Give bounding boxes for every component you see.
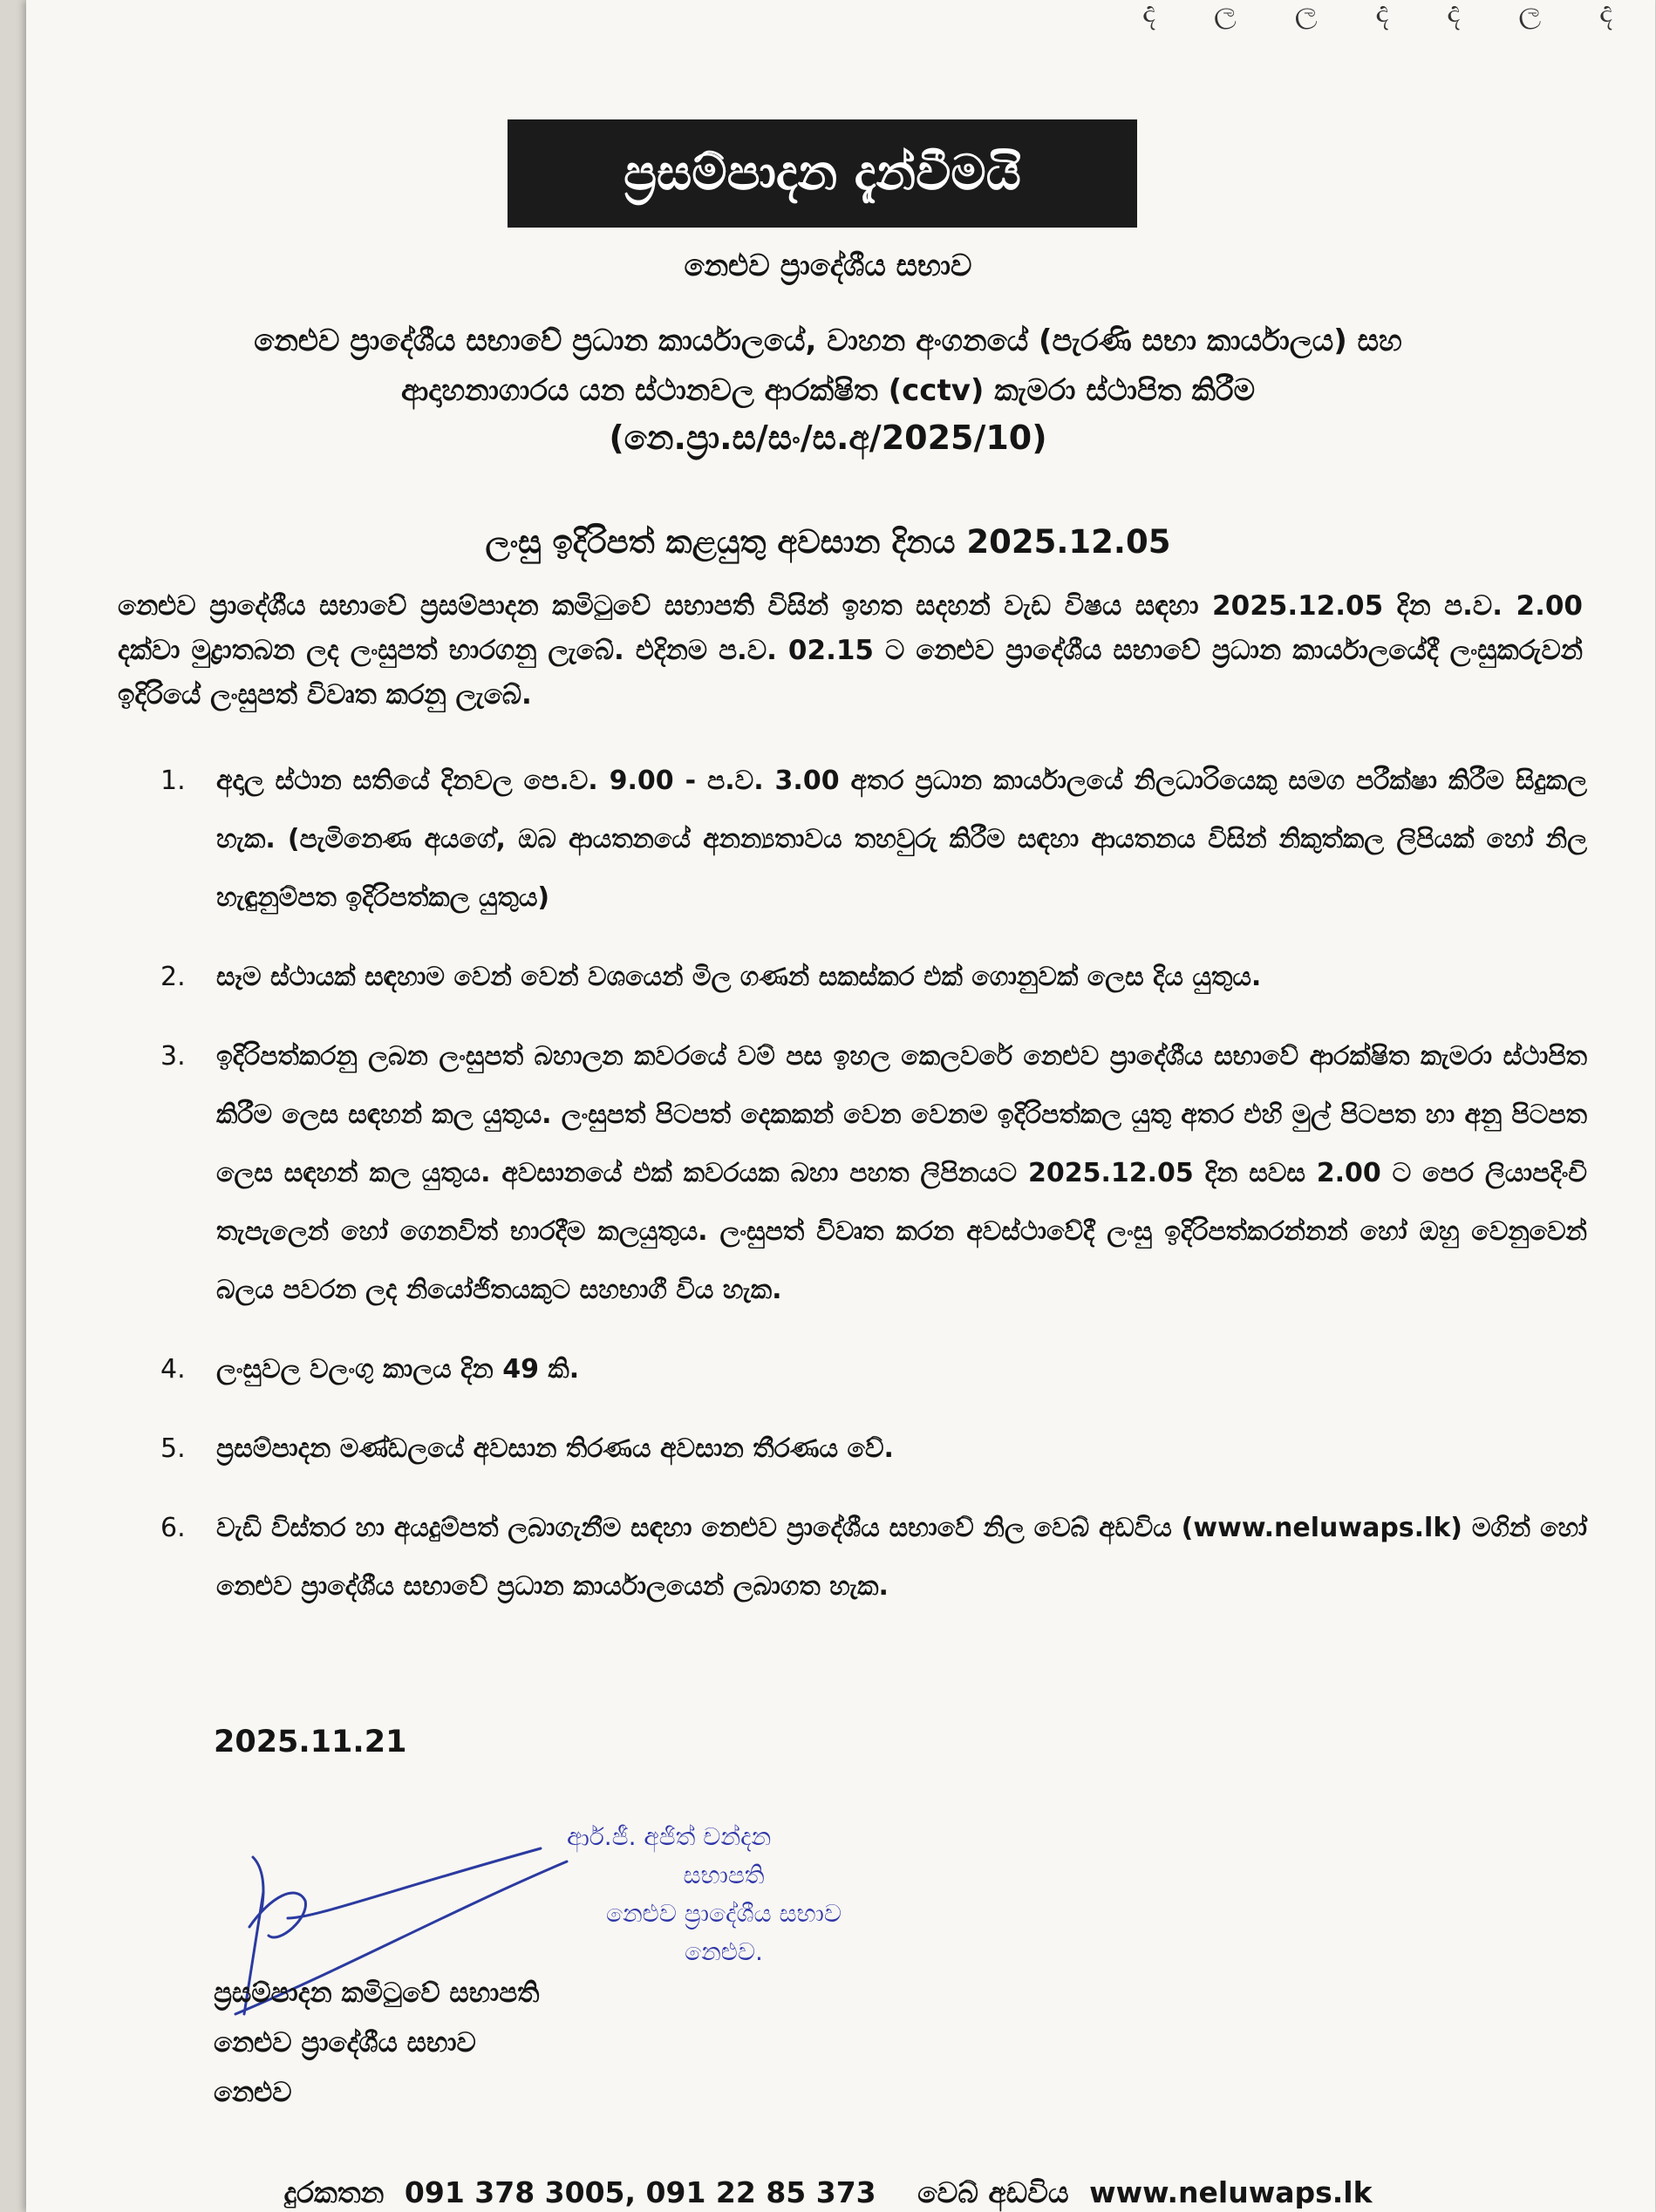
list-item-text: ඉදිරිපත්කරනු ලබන ලංසුපත් බහාලන කවරයේ වම් පස ඉහල කෙලවරේ නෙළුව ප්‍රාදේශීය සභාවේ ආරක්ෂිත කැමරා ස්ථාපිත කිරීම ලෙස සඳහන් කල යුතුය. ලංසුපත් පිටපත් දෙකකන් වෙන වෙනම ඉදිරිපත්කල යුතු අතර එහි මුල් පිටපත හා අනු පිටපත ලෙස සඳහන් කල යුතුය. අවසානයේ එක් කවරයක බහා පහත ලිපිනයට 2025.12.05 දින සවස 2.00 ට පෙර ලියාපදිංචි තැපැලෙන් හෝ ගෙනවිත් භාරදීම කලයුතුය. ලංසුපත් විවෘත කරන අවස්ථාවේදී ලංසු ඉදිරිපත්කරන්නන් හෝ ඔහු වෙනුවෙන් බලය පවරන ලද නියෝජිතයකුට සහභාගී විය හැක. — [216, 1041, 1587, 1305]
list-item-text: සෑම ස්ථායක් සඳහාම වෙන් වෙන් වශයෙන් මිල ගණන් සකස්කර එක් ගොනුවක් ලෙස දිය යුතුය. — [216, 962, 1262, 992]
list-item-text: වැඩි විස්තර හා අයදුම්පත් ලබාගැනීම සඳහා නෙළුව ප්‍රාදේශීය සභාවේ නිල වෙබ් අඩවිය (www.neluwaps.lk) මගින් හෝ නෙළුව ප්‍රාදේශීය සභාවේ ප්‍රධාන කාර්යාලයෙන් ලබාගත හැක. — [216, 1513, 1587, 1602]
website-link[interactable]: www.neluwaps.lk — [1089, 2175, 1373, 2209]
list-item-number: 1. — [160, 766, 186, 796]
reference-number: (නෙ.ප්‍රා.ස/සං/ස.අ/2025/10) — [609, 419, 1047, 457]
list-item-number: 2. — [160, 962, 186, 992]
official-stamp — [541, 1818, 907, 1971]
list-item-text: ප්‍රසම්පාදන මණ්ඩලයේ අවසාන තිරණය අවසාන තීරණය වේ. — [216, 1433, 894, 1464]
list-item-text: ලංසුවල වලංගු කාලය දින 49 කි. — [216, 1354, 580, 1385]
page-edge-marks: ද ල ල ද ද ල ද — [1142, 0, 1638, 30]
deadline-heading: ලංසු ඉදිරිපත් කළයුතු අවසාන දිනය 2025.12.05 — [485, 523, 1171, 561]
notice-title-line2: ආදාහනාගාරය යන ස්ථානවල ආරක්ෂිත (cctv) කැමරා ස්ථාපිත කිරීම — [400, 373, 1256, 408]
council-heading: නෙළුව ප්‍රාදේශීය සභාව — [684, 248, 972, 283]
list-item-number: 4. — [160, 1354, 186, 1385]
list-item — [148, 1499, 1587, 1616]
signer-title: ප්‍රසම්පාදන කමිටුවේ සභාපති — [214, 1977, 540, 2009]
stamp-name: ආර්.ජී. අජිත් චන්දන — [567, 1822, 772, 1851]
list-item — [148, 752, 1587, 927]
stamp-title: සභාපති — [683, 1861, 765, 1889]
signer-place: නෙළුව — [214, 2077, 292, 2108]
list-item — [148, 948, 1587, 1006]
list-item-text: අදාල ස්ථාන සතියේ දිනවල පෙ.ව. 9.00 - ප.ව. 3.00 අතර ප්‍රධාන කාර්යාලයේ නිලධාරියෙකු සමග පරීක්ෂා කිරීම සිදුකල හැක. (පැමිනෙණ අයගේ, ඔබ ආයතනයේ අනන්‍යතාවය තහවුරු කිරීම සඳහා ආයතනය විසින් නිකුත්කල ලිපියක් හෝ නිල හැඳුනුම්පත ඉදිරිපත්කල යුතුය) — [216, 766, 1587, 913]
website-label: වෙබ් අඩවිය — [917, 2175, 1069, 2209]
phone-label: දුරකතන — [283, 2175, 385, 2209]
issue-date: 2025.11.21 — [214, 1725, 407, 1759]
list-item — [148, 1340, 1587, 1399]
stamp-council: නෙළුව ප්‍රාදේශීය සභාව — [605, 1899, 842, 1928]
list-item — [148, 1027, 1587, 1319]
signer-council: නෙළුව ප්‍රාදේශීය සභාව — [214, 2027, 476, 2059]
list-item-number: 3. — [160, 1041, 186, 1072]
notice-title-line1: නෙළුව ප්‍රාදේශීය සභාවේ ප්‍රධාන කාර්යාලයේ, වාහන අංගනයේ (පැරණි සභා කාර්යාලය) සහ — [254, 323, 1402, 358]
conditions-list — [148, 752, 1587, 1637]
list-item-number: 5. — [160, 1433, 186, 1464]
phone-numbers: 091 378 3005, 091 22 85 373 — [404, 2175, 876, 2209]
list-item-number: 6. — [160, 1513, 186, 1543]
signer-block — [214, 1969, 539, 2118]
intro-paragraph: නෙළුව ප්‍රාදේශීය සභාවේ ප්‍රසම්පාදන කමිටුවේ සභාපති විසින් ඉහත සදහන් වැඩ විෂය සඳහා 2025.12.05 දින ප.ව. 2.00 දක්වා මුද්‍රාතබන ලද ලංසුපත් භාරගනු ලැබේ. එදිනම ප.ව. 02.15 ට නෙළුව ප්‍රාදේශීය සභාවේ ප්‍රධාන කාර්යාලයේදී ලංසුකරුවන් ඉදිරියේ ලංසුපත් විවෘත කරනු ලැබේ. — [118, 590, 1583, 711]
notice-banner: ප්‍රසම්පාදන දැන්වීමයි — [508, 119, 1137, 228]
stamp-place: නෙළුව. — [685, 1937, 763, 1966]
contact-footer — [0, 2175, 1656, 2210]
list-item — [148, 1419, 1587, 1478]
